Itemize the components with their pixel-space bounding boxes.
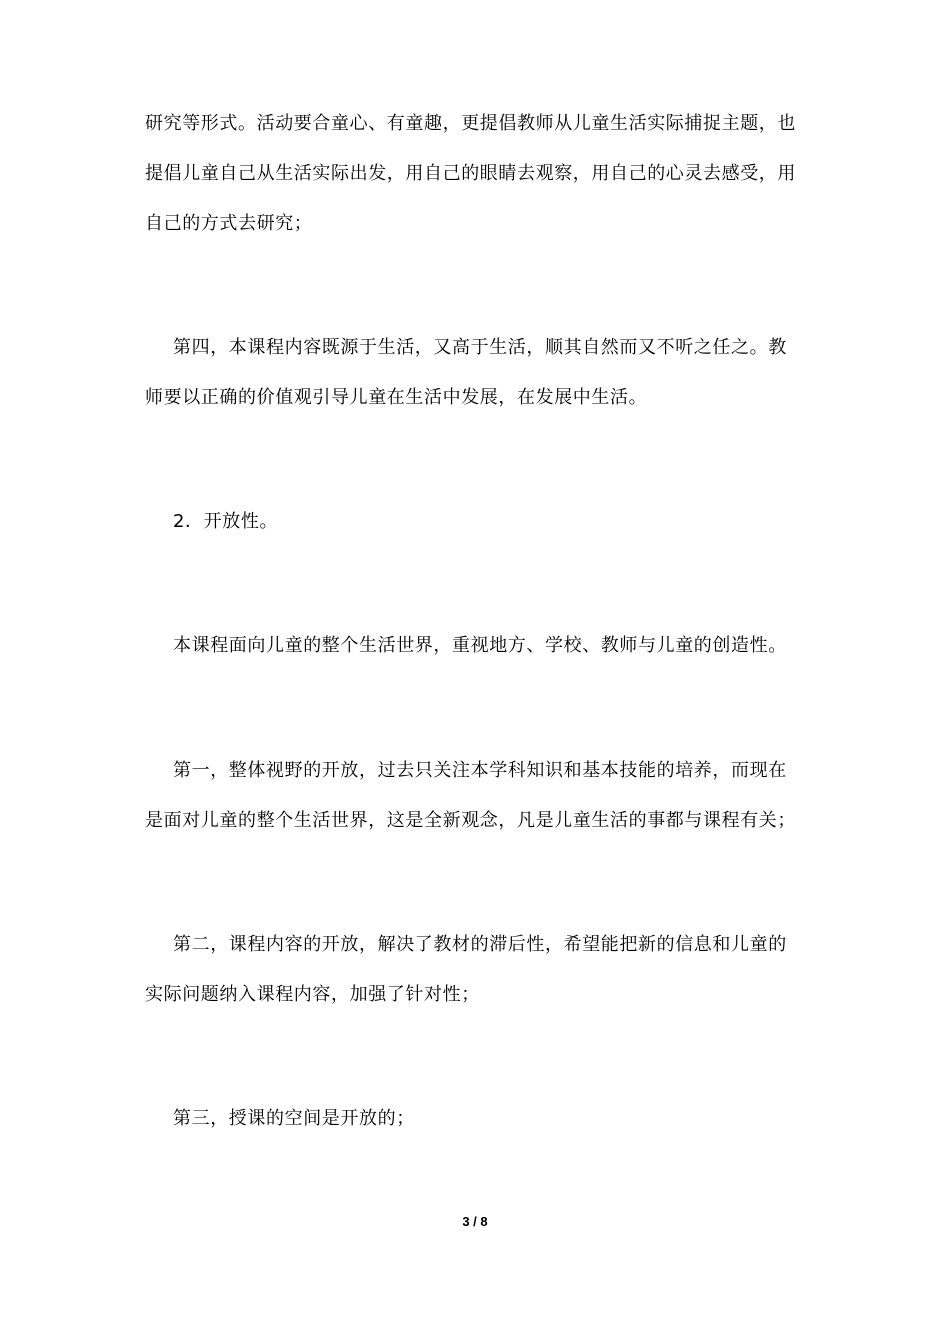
paragraph-line: 自己的方式去研究； [145,213,313,234]
paragraph-line: 提倡儿童自己从生活实际出发，用自己的眼睛去观察，用自己的心灵去感受，用 [145,163,796,184]
paragraph-line: 第二，课程内容的开放，解决了教材的滞后性，希望能把新的信息和儿童的 [173,934,787,955]
paragraph-line: 师要以正确的价值观引导儿童在生活中发展，在发展中生活。 [145,387,648,408]
section-heading: 2．开放性。 [173,511,279,532]
page-number: 3 / 8 [462,1214,488,1229]
paragraph-line: 是面对儿童的整个生活世界，这是全新观念，凡是儿童生活的事都与课程有关； [145,810,796,831]
paragraph-line: 第四，本课程内容既源于生活，又高于生活，顺其自然而又不听之任之。教 [173,337,787,358]
paragraph-line: 第一，整体视野的开放，过去只关注本学科知识和基本技能的培养，而现在 [173,760,787,781]
paragraph-line: 本课程面向儿童的整个生活世界，重视地方、学校、教师与儿童的创造性。 [173,635,787,656]
paragraph-line: 研究等形式。活动要合童心、有童趣，更提倡教师从儿童生活实际捕捉主题，也 [145,113,796,134]
paragraph-line: 第三，授课的空间是开放的； [173,1108,415,1129]
paragraph-line: 实际问题纳入课程内容，加强了针对性； [145,984,480,1005]
